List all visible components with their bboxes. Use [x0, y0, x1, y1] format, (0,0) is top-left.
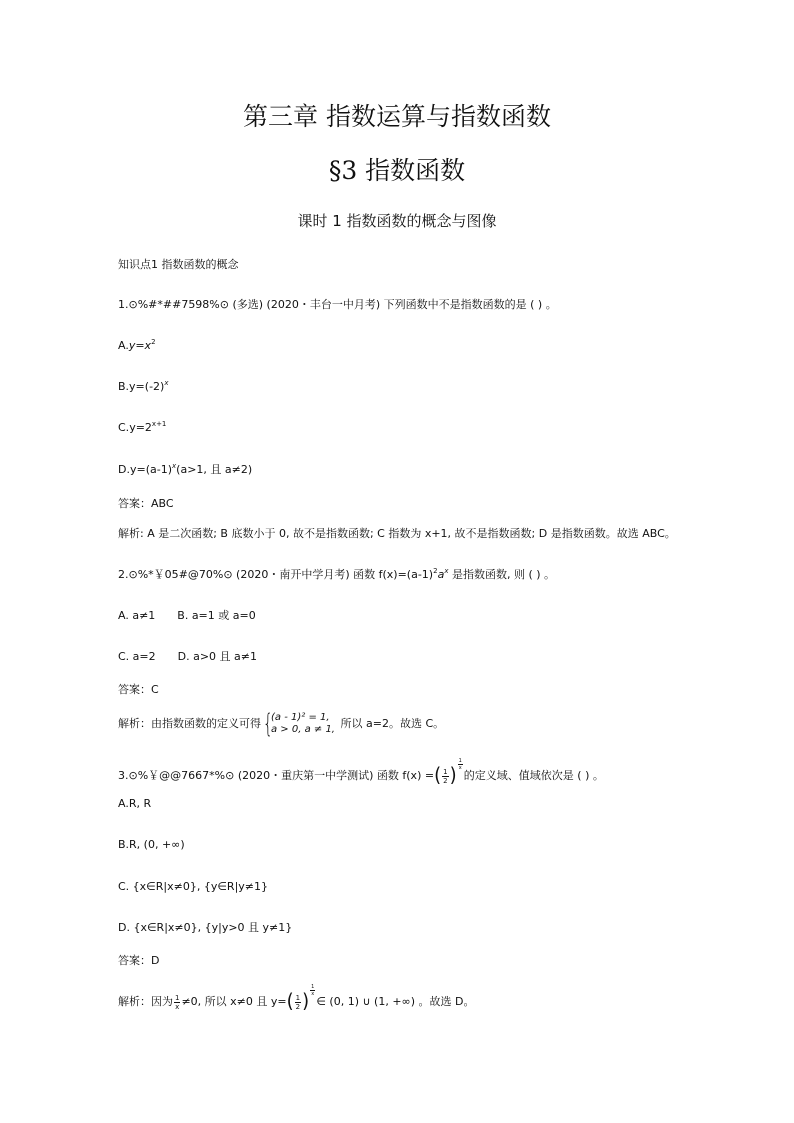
system-row-2: a > 0, a ≠ 1, — [271, 724, 335, 735]
question-1-option-c — [118, 421, 166, 435]
fraction-denominator: 2 — [443, 776, 448, 785]
left-brace-icon: { — [263, 709, 273, 739]
stem-base: a — [437, 568, 445, 581]
analysis-fraction — [174, 994, 180, 1011]
chapter-title: 第三章 指数运算与指数函数 — [243, 102, 551, 131]
stem-post: 的定义域、值域依次是 ( ) 。 — [463, 769, 604, 782]
stem-pre: 3.⊙%￥@@7667*%⊙ (2020・重庆第一中学测试) 函数 f(x) = — [118, 769, 435, 782]
analysis-post: 所以 a=2。故选 C。 — [337, 717, 445, 730]
question-1-answer: 答案：ABC — [118, 497, 174, 510]
question-1-analysis: 解析: A 是二次函数; B 底数小于 0, 故不是指数函数; C 指数为 x+1, 故不是指数函数; D 是指数函数。故选 ABC。 — [118, 527, 676, 540]
analysis-post: ∈ (0, 1) ∪ (1, +∞) 。故选 D。 — [316, 995, 475, 1008]
stem-exponent-x: x — [444, 567, 449, 575]
section-title: §3 指数函数 — [328, 156, 466, 185]
option-expr: y=(a-1) — [129, 463, 172, 476]
option-label: D. — [118, 463, 130, 476]
exponent-numerator: 1 — [458, 758, 462, 764]
option-exponent: x+1 — [151, 420, 167, 428]
right-paren-icon: ) — [449, 763, 457, 787]
fraction-denominator: x — [175, 1002, 180, 1011]
exponent-numerator: 1 — [311, 984, 315, 990]
exponent-denominator: x — [311, 991, 315, 997]
option-expr: y=2 — [129, 421, 152, 434]
question-2-analysis — [118, 709, 445, 739]
stem-end: 是指数函数, 则 ( ) 。 — [448, 568, 556, 581]
exponent-denominator: x — [458, 765, 462, 771]
question-1-option-b — [118, 380, 168, 394]
option-a: A. a≠1 — [118, 609, 156, 622]
left-paren-icon: ( — [434, 763, 442, 787]
question-2-options-row-1 — [118, 609, 256, 623]
exponent-fraction — [310, 984, 315, 997]
option-expr: y=(-2) — [129, 380, 165, 393]
question-2-answer: 答案：C — [118, 683, 159, 696]
fraction-numerator: 1 — [295, 993, 301, 1002]
option-expr: y=x — [128, 339, 152, 352]
right-paren-icon: ) — [302, 989, 310, 1013]
analysis-pre: 解析：因为 — [118, 995, 173, 1008]
option-label: B. — [118, 380, 130, 393]
question-1-option-d — [118, 463, 252, 477]
analysis-mid: ≠0, 所以 x≠0 且 y= — [181, 995, 287, 1008]
option-exponent: 2 — [151, 338, 156, 346]
lesson-title: 课时 1 指数函数的概念与图像 — [297, 212, 497, 230]
fraction-numerator: 1 — [443, 767, 448, 776]
question-1-option-a — [118, 339, 156, 353]
fraction-denominator: 2 — [295, 1002, 301, 1011]
stem-exponent: 2 — [433, 567, 438, 575]
option-condition: (a>1, 且 a≠2) — [176, 463, 253, 476]
base-fraction — [295, 994, 301, 1011]
option-d: D. a>0 且 a≠1 — [177, 650, 258, 663]
knowledge-point-heading: 知识点1 指数函数的概念 — [118, 258, 239, 271]
question-3-option-a: A.R, R — [118, 797, 152, 810]
question-1-stem: 1.⊙%#*##7598%⊙ (多选) (2020・丰台一中月考) 下列函数中不是指数函数的是 ( ) 。 — [118, 298, 557, 311]
option-exponent: x — [172, 462, 177, 470]
equation-system — [263, 709, 335, 739]
question-3-option-d: D. {x∈R|x≠0}, {y|y>0 且 y≠1} — [118, 921, 293, 934]
exponent-fraction — [458, 758, 463, 771]
question-3-stem — [118, 758, 604, 786]
option-c: C. a=2 — [118, 650, 156, 663]
option-b: B. a=1 或 a=0 — [177, 609, 256, 622]
analysis-pre: 解析：由指数函数的定义可得 — [118, 717, 261, 730]
stem-text: 2.⊙%*￥05#@70%⊙ (2020・南开中学月考) 函数 f(x)=(a-1) — [118, 568, 434, 581]
system-row-1: (a - 1)² = 1, — [271, 712, 330, 723]
option-label: A. — [118, 339, 129, 352]
option-exponent: x — [164, 379, 169, 387]
question-3-option-c: C. {x∈R|x≠0}, {y∈R|y≠1} — [118, 880, 268, 893]
option-label: C. — [118, 421, 130, 434]
question-3-answer: 答案：D — [118, 954, 160, 967]
left-paren-icon: ( — [286, 989, 294, 1013]
question-3-option-b: B.R, (0, +∞) — [118, 838, 185, 851]
base-fraction — [442, 768, 448, 785]
question-2-stem — [118, 568, 555, 582]
question-2-options-row-2 — [118, 650, 257, 664]
question-3-analysis — [118, 984, 474, 1013]
fraction-numerator: 1 — [175, 993, 180, 1002]
